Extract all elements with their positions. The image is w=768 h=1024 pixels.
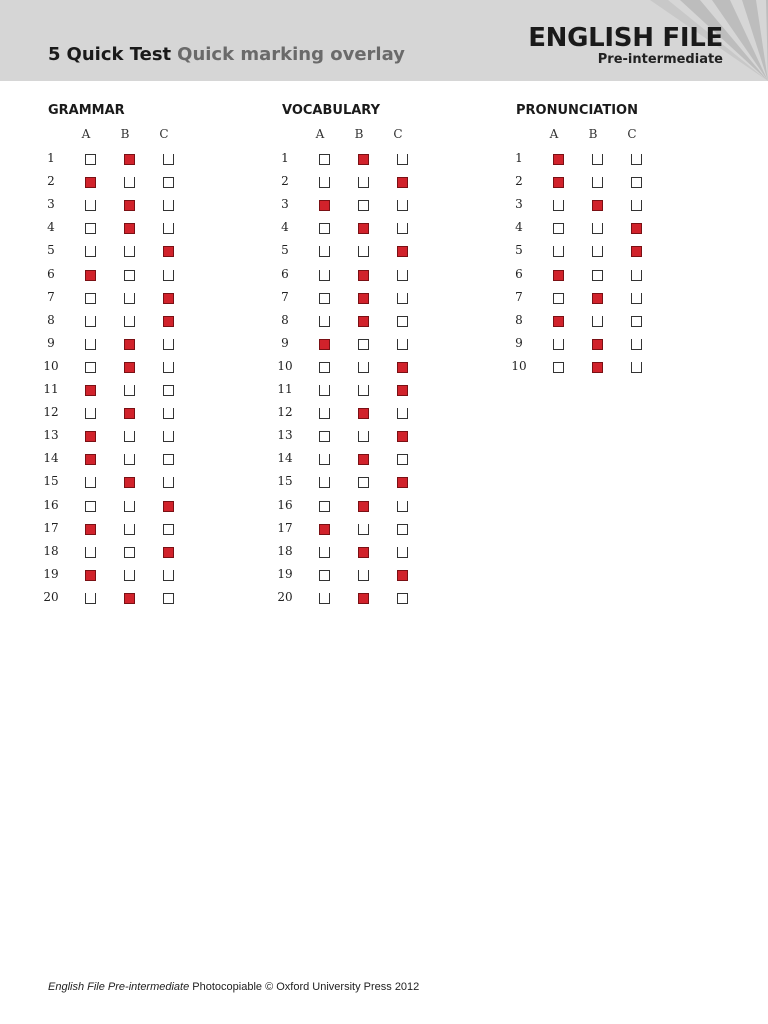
answer-box: [319, 223, 330, 234]
answer-box: [631, 154, 642, 165]
answer-box: [124, 293, 135, 304]
answer-box: [397, 293, 408, 304]
question-number: 1: [515, 151, 523, 165]
answer-box: [397, 223, 408, 234]
section-title: GRAMMAR: [48, 103, 125, 118]
question-number: 6: [281, 266, 289, 281]
answer-box: [85, 362, 96, 373]
answer-box: [397, 524, 408, 535]
question-number: 2: [515, 174, 523, 189]
answer-box-marked: [358, 593, 369, 604]
answer-box: [124, 270, 135, 281]
answer-box: [631, 316, 642, 327]
question-number: 9: [47, 335, 55, 350]
question-number: 12: [43, 405, 59, 420]
question-number: 19: [277, 566, 293, 581]
answer-box: [358, 524, 369, 535]
answer-box: [358, 200, 369, 211]
answer-box-marked: [85, 454, 96, 465]
answer-box: [319, 246, 330, 257]
answer-box-marked: [358, 454, 369, 465]
answer-box-marked: [397, 246, 408, 257]
answer-box-marked: [85, 524, 96, 535]
question-number: 5: [281, 243, 289, 258]
answer-box: [85, 293, 96, 304]
question-number: 9: [281, 335, 289, 350]
answer-box-marked: [358, 547, 369, 558]
question-number: 10: [277, 358, 293, 373]
answer-box: [592, 270, 603, 281]
answer-box: [124, 246, 135, 257]
answer-box: [319, 270, 330, 281]
question-number: 4: [281, 220, 289, 235]
answer-box-marked: [124, 593, 135, 604]
answer-box: [592, 316, 603, 327]
answer-box: [592, 246, 603, 257]
answer-box: [553, 223, 564, 234]
answer-box: [163, 177, 174, 188]
question-number: 4: [515, 220, 523, 235]
answer-box: [163, 477, 174, 488]
answer-box: [319, 385, 330, 396]
test-subtitle: Quick marking overlay: [177, 44, 405, 65]
question-number: 16: [277, 497, 293, 512]
answer-box: [163, 223, 174, 234]
question-number: 8: [515, 312, 523, 327]
question-number: 13: [277, 428, 293, 443]
answer-box: [163, 593, 174, 604]
section-title: PRONUNCIATION: [516, 103, 638, 118]
answer-box: [358, 339, 369, 350]
answer-box-marked: [553, 177, 564, 188]
question-number: 14: [43, 451, 59, 466]
option-header-c: C: [393, 127, 403, 141]
answer-box: [319, 431, 330, 442]
question-number: 14: [277, 451, 293, 466]
answer-box: [319, 293, 330, 304]
answer-box: [358, 385, 369, 396]
answer-box-marked: [397, 177, 408, 188]
answer-box: [631, 293, 642, 304]
answer-box: [163, 339, 174, 350]
option-header-a: A: [549, 127, 559, 141]
answer-box-marked: [124, 477, 135, 488]
answer-box: [124, 177, 135, 188]
answer-box-marked: [163, 293, 174, 304]
answer-box: [163, 385, 174, 396]
answer-box-marked: [358, 501, 369, 512]
answer-box: [358, 246, 369, 257]
answer-box: [124, 385, 135, 396]
answer-box: [631, 339, 642, 350]
answer-box-marked: [358, 154, 369, 165]
answer-box-marked: [124, 408, 135, 419]
answer-box-marked: [553, 154, 564, 165]
question-number: 1: [281, 151, 289, 165]
answer-box-marked: [163, 501, 174, 512]
section-title: VOCABULARY: [282, 103, 381, 118]
question-number: 1: [47, 151, 55, 165]
answer-box: [163, 408, 174, 419]
answer-box: [85, 501, 96, 512]
answer-box: [319, 547, 330, 558]
question-number: 3: [515, 197, 523, 212]
answer-box-marked: [124, 223, 135, 234]
question-number: 13: [43, 428, 59, 443]
answer-box-marked: [163, 547, 174, 558]
answer-box: [124, 524, 135, 535]
answer-box-marked: [631, 223, 642, 234]
answer-box: [163, 454, 174, 465]
answer-box: [397, 270, 408, 281]
question-number: 2: [47, 174, 55, 189]
answer-box: [163, 570, 174, 581]
answer-box: [397, 408, 408, 419]
answer-box-marked: [124, 339, 135, 350]
question-number: 5: [515, 243, 523, 258]
answer-box-marked: [319, 524, 330, 535]
option-header-b: B: [120, 127, 130, 141]
option-header-b: B: [354, 127, 364, 141]
answer-box: [358, 177, 369, 188]
answer-box: [85, 316, 96, 327]
question-number: 7: [47, 289, 55, 304]
question-number: 6: [515, 266, 523, 281]
answer-box: [592, 177, 603, 188]
answer-box-marked: [85, 177, 96, 188]
answer-box: [85, 246, 96, 257]
answer-box: [319, 454, 330, 465]
question-number: 11: [277, 382, 293, 396]
answer-box: [124, 431, 135, 442]
answer-box-marked: [85, 431, 96, 442]
answer-box: [163, 200, 174, 211]
answer-box: [397, 316, 408, 327]
question-number: 3: [281, 197, 289, 212]
answer-box: [319, 177, 330, 188]
answer-box: [397, 501, 408, 512]
answer-box: [319, 501, 330, 512]
brand-name: ENGLISH FILE: [528, 23, 723, 53]
answer-box: [124, 570, 135, 581]
answer-box-marked: [358, 408, 369, 419]
answer-box: [631, 270, 642, 281]
option-header-a: A: [315, 127, 325, 141]
question-number: 17: [277, 520, 293, 535]
answer-box: [85, 200, 96, 211]
option-header-b: B: [588, 127, 598, 141]
answer-box: [124, 316, 135, 327]
answer-box-marked: [85, 385, 96, 396]
question-number: 17: [43, 520, 59, 535]
answer-box: [124, 547, 135, 558]
page-title: [48, 44, 405, 65]
question-number: 20: [277, 589, 293, 604]
answer-box: [124, 501, 135, 512]
answer-box-marked: [85, 270, 96, 281]
answer-box-marked: [358, 316, 369, 327]
answer-box: [397, 593, 408, 604]
question-number: 19: [43, 566, 59, 581]
answer-box: [553, 200, 564, 211]
answer-box: [85, 223, 96, 234]
answer-box: [397, 154, 408, 165]
answer-box: [319, 154, 330, 165]
answer-box: [319, 408, 330, 419]
answer-box: [319, 570, 330, 581]
answer-box: [163, 362, 174, 373]
answer-box: [163, 431, 174, 442]
answer-box-marked: [319, 200, 330, 211]
answer-box-marked: [358, 270, 369, 281]
answer-box: [163, 270, 174, 281]
question-number: 18: [277, 543, 293, 558]
test-name: Quick Test: [66, 44, 172, 65]
answer-box: [163, 154, 174, 165]
answer-box: [397, 547, 408, 558]
answer-box-marked: [397, 431, 408, 442]
brand-logo: [528, 24, 723, 68]
question-number: 6: [47, 266, 55, 281]
question-number: 7: [281, 289, 289, 304]
answer-box-marked: [553, 270, 564, 281]
answer-box: [85, 339, 96, 350]
answer-box: [553, 339, 564, 350]
answer-box: [358, 477, 369, 488]
brand-level: Pre-intermediate: [597, 52, 723, 67]
option-header-c: C: [159, 127, 169, 141]
answer-box-marked: [124, 362, 135, 373]
answer-box-marked: [592, 293, 603, 304]
answer-box: [553, 246, 564, 257]
question-number: 5: [47, 243, 55, 258]
question-number: 15: [43, 474, 59, 489]
answer-box-marked: [592, 362, 603, 373]
answer-box-marked: [124, 154, 135, 165]
question-number: 9: [515, 335, 523, 350]
answer-box-marked: [124, 200, 135, 211]
answer-box-marked: [397, 570, 408, 581]
question-number: 10: [511, 358, 527, 373]
question-number: 3: [47, 197, 55, 212]
answer-box: [163, 524, 174, 535]
answer-box: [397, 339, 408, 350]
answer-box-marked: [397, 385, 408, 396]
page-header: [0, 0, 768, 81]
question-number: 2: [281, 174, 289, 189]
answer-box: [631, 200, 642, 211]
answer-box: [85, 408, 96, 419]
question-number: 16: [43, 497, 59, 512]
question-number: 8: [281, 312, 289, 327]
question-number: 15: [277, 474, 293, 489]
answer-box-marked: [631, 246, 642, 257]
answer-box-marked: [358, 293, 369, 304]
option-header-a: A: [81, 127, 91, 141]
answer-box: [85, 477, 96, 488]
answer-box-marked: [397, 362, 408, 373]
answer-box: [319, 477, 330, 488]
question-number: 20: [43, 589, 59, 604]
answer-box: [553, 362, 564, 373]
page-footer: [48, 981, 419, 993]
footer-notice: Photocopiable © Oxford University Press 2012: [192, 981, 420, 993]
test-number: 5: [48, 44, 61, 65]
answer-box: [85, 547, 96, 558]
answer-box-marked: [592, 200, 603, 211]
option-header-c: C: [627, 127, 637, 141]
question-number: 4: [47, 220, 55, 235]
answer-box: [397, 200, 408, 211]
answer-box: [85, 154, 96, 165]
answer-box: [631, 177, 642, 188]
answer-box: [124, 454, 135, 465]
footer-book-title: English File Pre-intermediate: [48, 981, 190, 993]
answer-box: [592, 154, 603, 165]
answer-box-marked: [592, 339, 603, 350]
answer-box: [358, 570, 369, 581]
answer-box-marked: [397, 477, 408, 488]
answer-box: [319, 316, 330, 327]
answer-box: [319, 362, 330, 373]
answer-box: [592, 223, 603, 234]
question-number: 11: [43, 382, 59, 396]
answer-box-marked: [319, 339, 330, 350]
answer-box-marked: [163, 316, 174, 327]
question-number: 18: [43, 543, 59, 558]
answer-box-marked: [163, 246, 174, 257]
answer-box-marked: [553, 316, 564, 327]
answer-box-marked: [358, 223, 369, 234]
answer-box: [319, 593, 330, 604]
question-number: 10: [43, 358, 59, 373]
answer-box: [358, 362, 369, 373]
answer-box-marked: [85, 570, 96, 581]
question-number: 7: [515, 289, 523, 304]
question-number: 12: [277, 405, 293, 420]
answer-box: [358, 431, 369, 442]
answer-box: [631, 362, 642, 373]
answer-box: [397, 454, 408, 465]
answer-box: [85, 593, 96, 604]
answer-box: [553, 293, 564, 304]
question-number: 8: [47, 312, 55, 327]
